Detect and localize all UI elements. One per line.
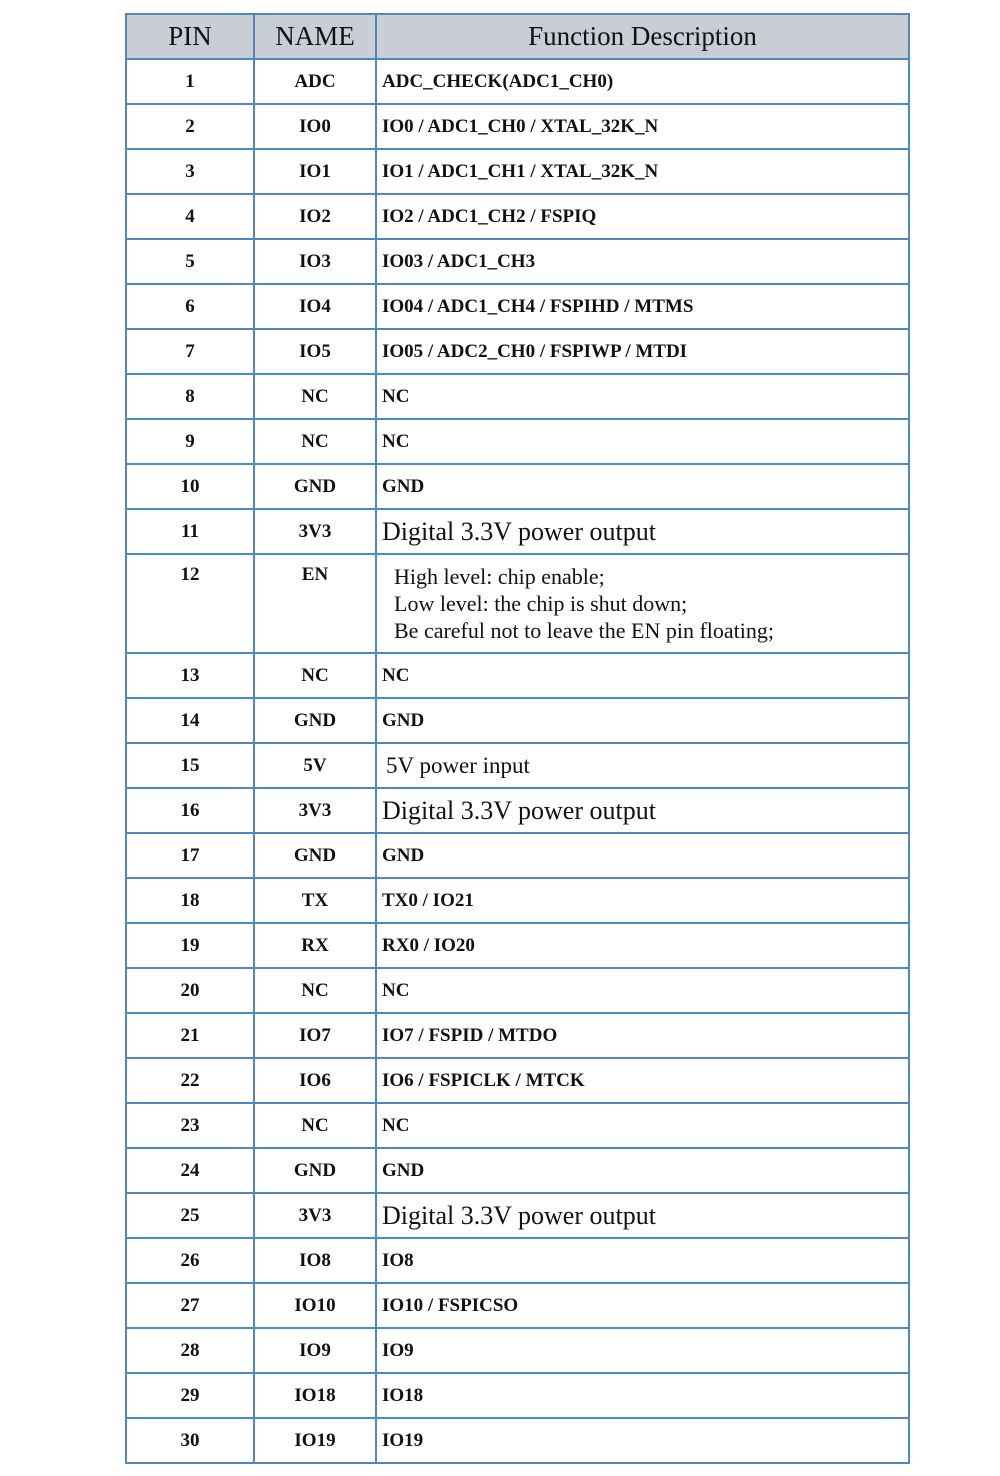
function-description-cell (376, 104, 909, 149)
function-description-cell (376, 1193, 909, 1238)
description-line: GND (382, 844, 425, 866)
pin-name-cell: EN (254, 554, 376, 653)
description-line: High level: chip enable; (394, 564, 605, 589)
description-line: IO6 / FSPICLK / MTCK (382, 1069, 585, 1091)
function-description-cell (376, 1328, 909, 1373)
table-row (126, 788, 909, 833)
pin-name-cell: IO1 (254, 149, 376, 194)
table-row (126, 923, 909, 968)
pin-name-cell: 5V (254, 743, 376, 788)
function-description-cell (376, 464, 909, 509)
pin-number-cell: 4 (126, 194, 254, 239)
pin-name-cell: IO9 (254, 1328, 376, 1373)
table-row (126, 509, 909, 554)
table-row (126, 1013, 909, 1058)
pin-number-cell: 21 (126, 1013, 254, 1058)
table-row (126, 743, 909, 788)
function-description-cell (376, 149, 909, 194)
pin-name-cell: IO6 (254, 1058, 376, 1103)
function-description-cell (376, 878, 909, 923)
description-line: Digital 3.3V power output (382, 516, 656, 546)
description-line: RX0 / IO20 (382, 934, 475, 956)
pin-name-cell: TX (254, 878, 376, 923)
pin-name-cell: NC (254, 419, 376, 464)
function-description-cell (376, 554, 909, 653)
pin-number-cell: 24 (126, 1148, 254, 1193)
description-line: NC (382, 430, 410, 452)
header-row (126, 14, 909, 59)
description-line: GND (382, 709, 425, 731)
description-line: ADC_CHECK(ADC1_CH0) (382, 70, 614, 92)
description-line: 5V power input (386, 752, 530, 778)
pin-name-cell: GND (254, 1148, 376, 1193)
description-line: IO03 / ADC1_CH3 (382, 250, 536, 272)
pin-name-cell: IO0 (254, 104, 376, 149)
description-line: IO04 / ADC1_CH4 / FSPIHD / MTMS (382, 295, 694, 317)
description-line: NC (382, 1114, 410, 1136)
pin-number-cell: 7 (126, 329, 254, 374)
pin-name-cell: ADC (254, 59, 376, 104)
table-row (126, 59, 909, 104)
pin-number-cell: 8 (126, 374, 254, 419)
table-row (126, 698, 909, 743)
description-line: IO2 / ADC1_CH2 / FSPIQ (382, 205, 597, 227)
table-row (126, 1193, 909, 1238)
function-description-cell (376, 374, 909, 419)
table-row (126, 1238, 909, 1283)
pin-name-cell: 3V3 (254, 1193, 376, 1238)
description-line: Low level: the chip is shut down; (394, 591, 688, 616)
pin-name-cell: NC (254, 653, 376, 698)
description-line: IO0 / ADC1_CH0 / XTAL_32K_N (382, 115, 659, 137)
description-line: NC (382, 664, 410, 686)
pin-name-cell: IO18 (254, 1373, 376, 1418)
pin-name-cell: IO8 (254, 1238, 376, 1283)
function-description-cell (376, 1238, 909, 1283)
pin-name-cell: GND (254, 464, 376, 509)
pin-number-cell: 1 (126, 59, 254, 104)
table-header (126, 14, 909, 59)
function-description-cell (376, 1013, 909, 1058)
table-row (126, 1418, 909, 1463)
pin-name-cell: NC (254, 1103, 376, 1148)
pin-number-cell: 3 (126, 149, 254, 194)
table-body (126, 59, 909, 1463)
header-pin: PIN (126, 14, 254, 59)
table-row (126, 194, 909, 239)
pin-number-cell: 14 (126, 698, 254, 743)
pin-name-cell: IO4 (254, 284, 376, 329)
pin-number-cell: 30 (126, 1418, 254, 1463)
pin-name-cell: IO7 (254, 1013, 376, 1058)
table-row (126, 1058, 909, 1103)
pin-number-cell: 6 (126, 284, 254, 329)
pin-number-cell: 26 (126, 1238, 254, 1283)
pin-number-cell: 15 (126, 743, 254, 788)
pin-number-cell: 27 (126, 1283, 254, 1328)
pin-number-cell: 28 (126, 1328, 254, 1373)
pin-number-cell: 25 (126, 1193, 254, 1238)
table-row (126, 653, 909, 698)
pin-name-cell: IO19 (254, 1418, 376, 1463)
pin-number-cell: 22 (126, 1058, 254, 1103)
table-row (126, 419, 909, 464)
function-description-cell (376, 59, 909, 104)
header-function-description: Function Description (376, 14, 909, 59)
function-description-cell (376, 1283, 909, 1328)
description-line: IO19 (382, 1429, 424, 1451)
pin-name-cell: NC (254, 968, 376, 1013)
pin-name-cell: IO5 (254, 329, 376, 374)
pin-number-cell: 20 (126, 968, 254, 1013)
pin-name-cell: GND (254, 833, 376, 878)
table-row (126, 104, 909, 149)
table-row (126, 329, 909, 374)
function-description-cell (376, 788, 909, 833)
pin-number-cell: 18 (126, 878, 254, 923)
description-line: GND (382, 1159, 425, 1181)
description-line: IO1 / ADC1_CH1 / XTAL_32K_N (382, 160, 659, 182)
pin-number-cell: 12 (126, 554, 254, 653)
pin-function-table (125, 13, 910, 1464)
pin-number-cell: 5 (126, 239, 254, 284)
pin-name-cell: RX (254, 923, 376, 968)
table-row (126, 1103, 909, 1148)
description-line: IO10 / FSPICSO (382, 1294, 519, 1316)
function-description-cell (376, 329, 909, 374)
pin-number-cell: 17 (126, 833, 254, 878)
table-row (126, 464, 909, 509)
pin-number-cell: 9 (126, 419, 254, 464)
function-description-cell (376, 833, 909, 878)
table-row (126, 149, 909, 194)
description-line: IO8 (382, 1249, 414, 1271)
pin-name-cell: 3V3 (254, 509, 376, 554)
description-line: Digital 3.3V power output (382, 1200, 656, 1230)
pin-number-cell: 10 (126, 464, 254, 509)
pin-name-cell: IO2 (254, 194, 376, 239)
description-line: IO7 / FSPID / MTDO (382, 1024, 558, 1046)
pin-number-cell: 11 (126, 509, 254, 554)
pin-number-cell: 29 (126, 1373, 254, 1418)
description-line: TX0 / IO21 (382, 889, 474, 911)
pin-number-cell: 23 (126, 1103, 254, 1148)
description-line: IO9 (382, 1339, 414, 1361)
function-description-cell (376, 743, 909, 788)
table-row (126, 1283, 909, 1328)
description-line: GND (382, 475, 425, 497)
function-description-cell (376, 698, 909, 743)
function-description-cell (376, 1058, 909, 1103)
pin-name-cell: NC (254, 374, 376, 419)
pin-name-cell: 3V3 (254, 788, 376, 833)
pin-name-cell: GND (254, 698, 376, 743)
table-row (126, 878, 909, 923)
function-description-cell (376, 1148, 909, 1193)
function-description-cell (376, 509, 909, 554)
function-description-cell (376, 419, 909, 464)
table-row (126, 239, 909, 284)
function-description-cell (376, 923, 909, 968)
description-line: NC (382, 979, 410, 1001)
function-description-cell (376, 968, 909, 1013)
table-row (126, 833, 909, 878)
function-description-cell (376, 194, 909, 239)
function-description-cell (376, 1373, 909, 1418)
function-description-cell (376, 284, 909, 329)
table-row (126, 1328, 909, 1373)
table-row (126, 1148, 909, 1193)
table-row (126, 554, 909, 653)
table-row (126, 968, 909, 1013)
function-description-cell (376, 1103, 909, 1148)
pin-number-cell: 2 (126, 104, 254, 149)
description-line: Be careful not to leave the EN pin floating; (394, 618, 774, 643)
table-row (126, 374, 909, 419)
description-line: IO05 / ADC2_CH0 / FSPIWP / MTDI (382, 340, 688, 362)
function-description-cell (376, 239, 909, 284)
function-description-cell (376, 653, 909, 698)
description-line: IO18 (382, 1384, 424, 1406)
header-name: NAME (254, 14, 376, 59)
pin-number-cell: 19 (126, 923, 254, 968)
pin-name-cell: IO10 (254, 1283, 376, 1328)
description-line: Digital 3.3V power output (382, 795, 656, 825)
pin-number-cell: 13 (126, 653, 254, 698)
pin-name-cell: IO3 (254, 239, 376, 284)
description-line: NC (382, 385, 410, 407)
function-description-cell (376, 1418, 909, 1463)
table-row (126, 284, 909, 329)
pin-number-cell: 16 (126, 788, 254, 833)
table-row (126, 1373, 909, 1418)
